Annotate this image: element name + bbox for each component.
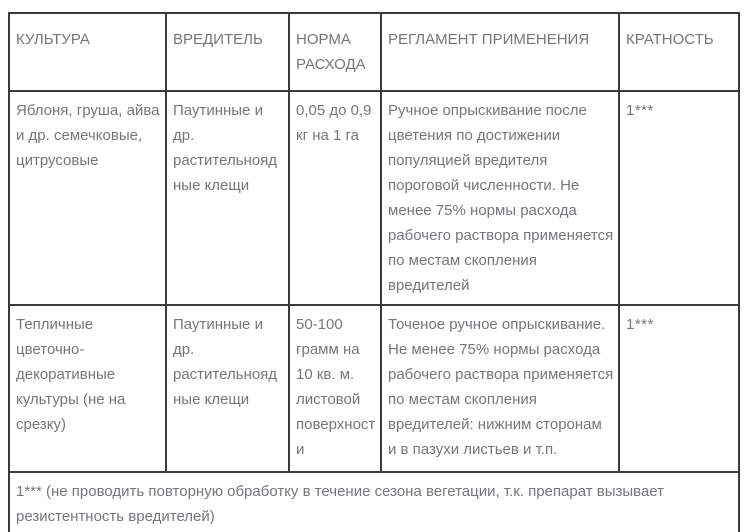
cell-culture: Тепличные цветочно-декоративные культуры (не на срезку) xyxy=(9,305,166,472)
column-header-pest: ВРЕДИТЕЛЬ xyxy=(166,13,289,91)
footnote-row xyxy=(9,472,739,532)
table-row xyxy=(9,305,739,472)
header-row xyxy=(9,13,739,91)
cell-pest: Паутинные и др. растительноядные клещи xyxy=(166,91,289,305)
cell-regulation: Точеное ручное опрыскивание. Не менее 75% нормы расхода рабочего раствора применяется по местам скопления вредителей: нижним сторонам и в пазухи листьев и т.п. xyxy=(381,305,619,472)
column-header-frequency: КРАТНОСТЬ xyxy=(619,13,739,91)
cell-culture: Яблоня, груша, айва и др. семечковые, цитрусовые xyxy=(9,91,166,305)
cell-frequency: 1*** xyxy=(619,305,739,472)
column-header-regulation: РЕГЛАМЕНТ ПРИМЕНЕНИЯ xyxy=(381,13,619,91)
footnote-text: 1*** (не проводить повторную обработку в течение сезона вегетации, т.к. препарат вызывает резистентность вредителей) xyxy=(9,472,739,532)
column-header-culture: КУЛЬТУРА xyxy=(9,13,166,91)
cell-pest: Паутинные и др. растительноядные клещи xyxy=(166,305,289,472)
cell-frequency: 1*** xyxy=(619,91,739,305)
cell-rate: 0,05 до 0,9 кг на 1 га xyxy=(289,91,381,305)
pesticide-regulations-table xyxy=(8,12,740,532)
table-row xyxy=(9,91,739,305)
cell-regulation: Ручное опрыскивание после цветения по достижении популяцией вредителя пороговой численности. Не менее 75% нормы расхода рабочего раствора применяется по местам скопления вредителей xyxy=(381,91,619,305)
cell-rate: 50-100 грамм на 10 кв. м. листовой поверхности xyxy=(289,305,381,472)
column-header-rate: НОРМА РАСХОДА xyxy=(289,13,381,91)
